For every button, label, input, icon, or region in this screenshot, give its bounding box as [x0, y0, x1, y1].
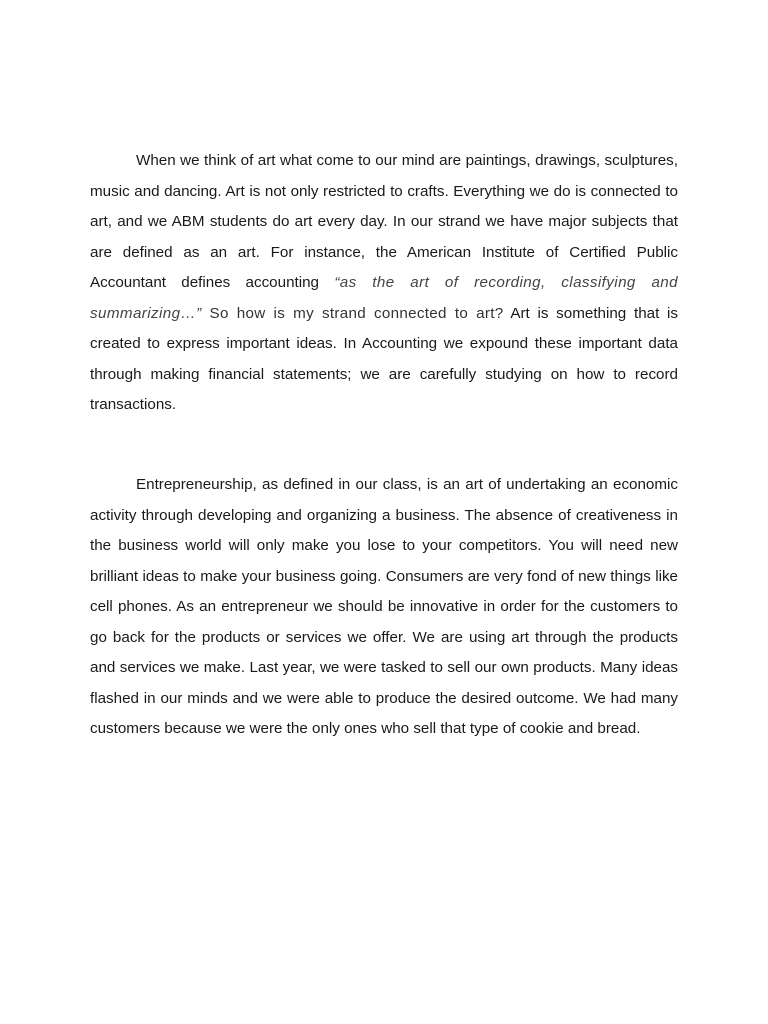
accounting-definition-quote: “as the art of recording, classifying and summarizing…”: [90, 274, 678, 322]
paragraph-entrepreneurship: Entrepreneurship, as defined in our class, is an art of undertaking an economic activity through developing and organizing a business. The absence of creativeness in the business world will only make you lose to your competitors. You will need new brilliant ideas to make your business going. Consumers are very fond of new things like cell phones. As an entrepreneur we should be innovative in order for the customers to go back for the products or services we offer. We are using art through the products and services we make. Last year, we were tasked to sell our own products. Many ideas flashed in our minds and we were able to produce the desired outcome. We had many customers because we were the only ones who sell that type of cookie and bread.: [90, 476, 678, 737]
paragraph-1-intro: When we think of art what come to our mind are paintings, drawings, sculptures, music and dancing. Art is not only restricted to crafts. Everything we do is connected to art, and we ABM students do art every day. In our strand we have major subjects that are defined as an art. For instance, the American Institute of Certified Public Accountant defines accounting: [90, 152, 678, 291]
paragraph-1-question: So how is my strand connected to art?: [201, 304, 504, 322]
paragraph-1-conclusion: Art is something that is created to express important ideas. In Accounting we expound these important data through making financial statements; we are carefully studying on how to record transactions.: [90, 304, 678, 413]
paragraph-accounting: [90, 146, 678, 421]
